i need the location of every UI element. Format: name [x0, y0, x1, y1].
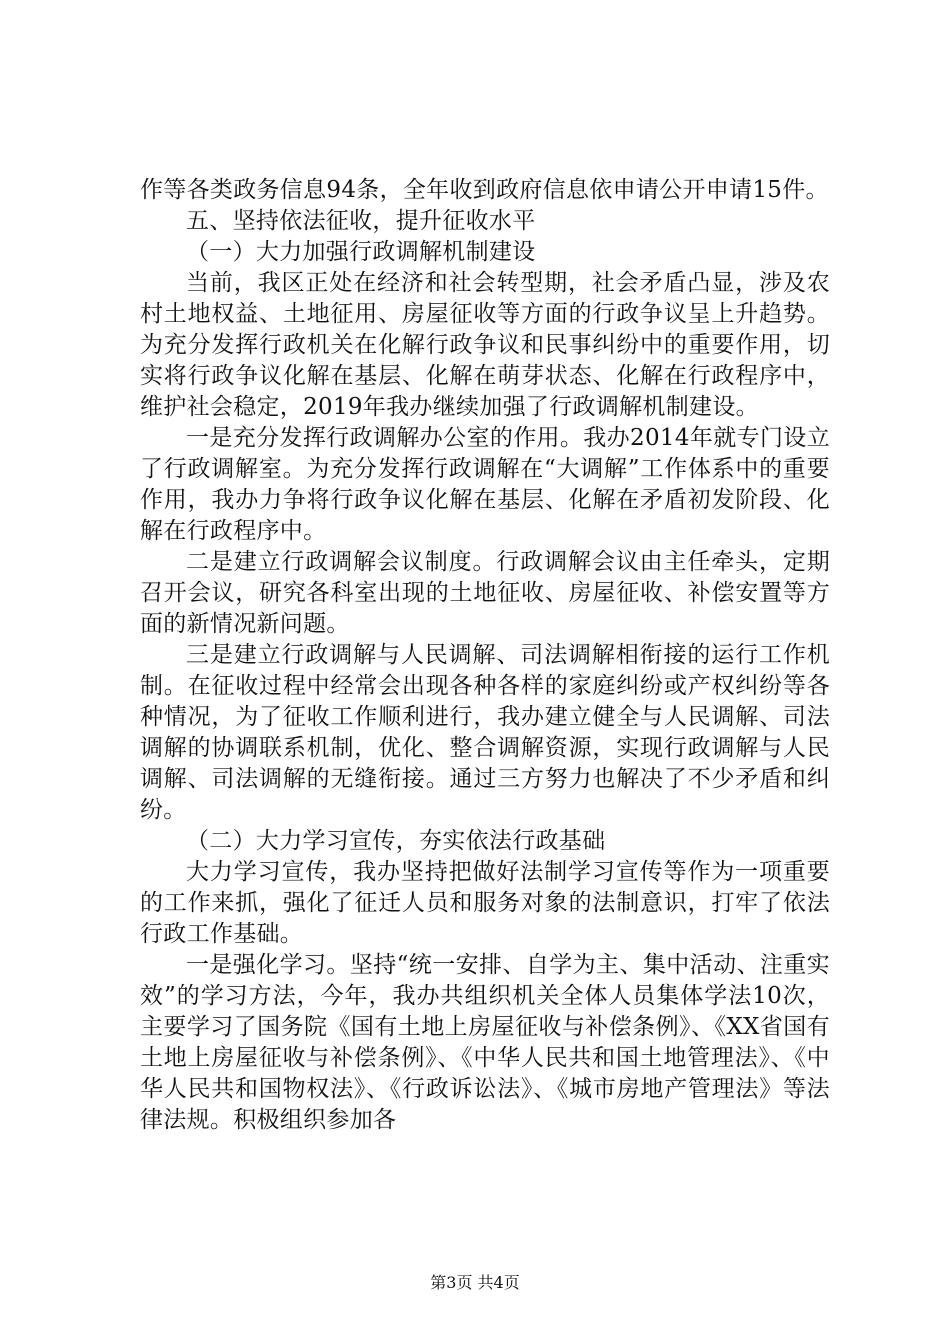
subsection-heading-2: （二）大力学习宣传，夯实依法行政基础 — [186, 828, 606, 854]
document-body — [140, 175, 830, 1136]
paragraph-point-3: 三是建立行政调解与人民调解、司法调解相衔接的运行工作机制。在征收过程中经常会出现各种各样的家庭纠纷或产权纠纷等各种情况，为了征收工作顺利进行，我办建立健全与人民调解、司法调解的协调联系机制，优化、整合调解资源，实现行政调解与人民调解、司法调解的无缝衔接。通过三方努力也解决了不少矛盾和纠纷。 — [140, 642, 830, 823]
paragraph-point-1: 一是充分发挥行政调解办公室的作用。我办2014年就专门设立了行政调解室。为充分发挥行政调解在“大调解”工作体系中的重要作用，我办力争将行政争议化解在基层、化解在矛盾初发阶段、化解在行政程序中。 — [140, 425, 830, 544]
paragraph-context: 当前，我区正处在经济和社会转型期，社会矛盾凸显，涉及农村土地权益、土地征用、房屋征收等方面的行政争议呈上升趋势。为充分发挥行政机关在化解行政争议和民事纠纷中的重要作用，切实将行政争议化解在基层、化解在萌芽状态、化解在行政程序中，维护社会稳定，2019年我办继续加强了行政调解机制建设。 — [140, 270, 830, 420]
section-heading-5: 五、坚持依法征收，提升征收水平 — [186, 208, 536, 234]
paragraph-continuation: 作等各类政务信息94条，全年收到政府信息依申请公开申请15件。 — [140, 177, 829, 203]
paragraph-study-intro: 大力学习宣传，我办坚持把做好法制学习宣传等作为一项重要的工作来抓，强化了征迁人员和服务对象的法制意识，打牢了依法行政工作基础。 — [140, 859, 830, 947]
subsection-heading-1: （一）大力加强行政调解机制建设 — [186, 239, 536, 265]
paragraph-point-2: 二是建立行政调解会议制度。行政调解会议由主任牵头，定期召开会议，研究各科室出现的土地征收、房屋征收、补偿安置等方面的新情况新问题。 — [140, 549, 830, 637]
paragraph-study-point-1: 一是强化学习。坚持“统一安排、自学为主、集中活动、注重实效”的学习方法，今年，我办共组织机关全体人员集体学法10次，主要学习了国务院《国有土地上房屋征收与补偿条例》、《XX省国有土地上房屋征收与补偿条例》、《中华人民共和国土地管理法》、《中华人民共和国物权法》、《行政诉讼法》、《城市房地产管理法》等法律法规。积极组织参加各 — [140, 952, 830, 1133]
page-number-footer: 第3页 共4页 — [430, 1273, 520, 1292]
